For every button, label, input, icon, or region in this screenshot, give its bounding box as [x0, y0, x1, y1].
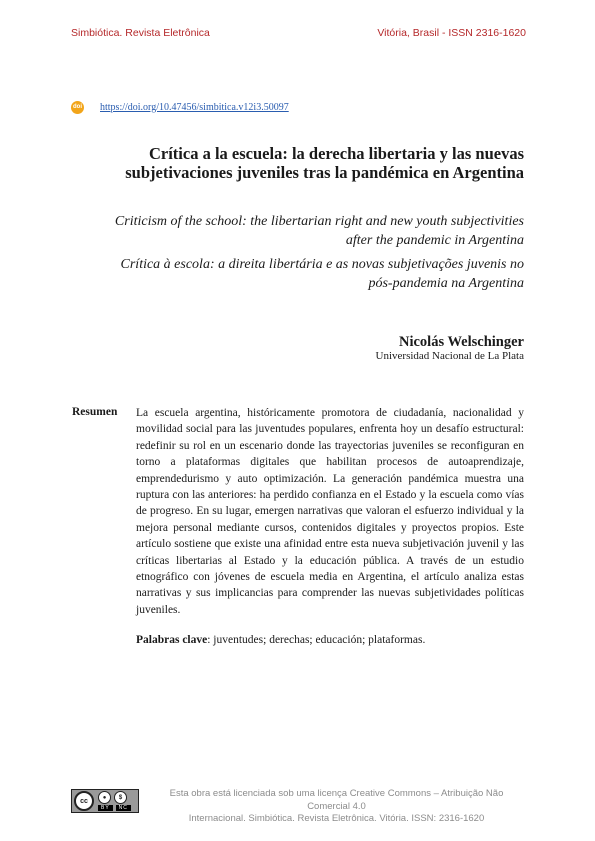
author-affiliation: Universidad Nacional de La Plata	[375, 350, 524, 362]
doi-row	[71, 99, 289, 115]
keywords-label: Palabras clave	[136, 634, 208, 646]
article-title: Crítica a la escuela: la derecha libertaria y las nuevas subjetivaciones juveniles tras la pandémica en Argentina	[125, 144, 524, 182]
license-footer	[71, 788, 526, 824]
by-label: BY	[98, 805, 113, 811]
doi-icon: doi	[71, 101, 84, 114]
license-line-1: Esta obra está licenciada sob uma licença Creative Commons – Atribuição Não Comercial 4.0	[169, 788, 504, 812]
non-commercial-icon: $	[114, 791, 127, 804]
license-text	[147, 788, 526, 826]
abstract-label: Resumen	[72, 406, 118, 418]
attribution-icon: ●	[98, 791, 111, 804]
keywords	[136, 634, 524, 646]
abstract-text: La escuela argentina, históricamente promotora de ciudadanía, nacionalidad y movilidad social para las juventudes populares, enfrenta hoy un desafío estructural: redefinir su rol en un escenario donde las trayectorias juveniles se reconfiguran en torno a plataformas digitales que habilitan procesos de autoaprendizaje, emprendedurismo y auto optimización. La generación pandémica muestra una ruptura con las anteriores: ha perdido confianza en el Estado y la escuela como vías de progreso. En su lugar, emergen narrativas que valoran el esfuerzo individual y la mejora personal mediante cursos, contenidos digitales y proyectos propios. Este artículo sostiene que existe una afinidad entre esta nueva subjetivación juvenil y las críticas libertarias al Estado y la educación pública. A través de un estudio etnográfico con jóvenes de escuela media en Argentina, el artículo analiza estas narrativas y sus implicancias para comprender las nuevas subjetividades políticas juveniles.	[136, 407, 524, 616]
cc-circle-icon: cc	[74, 791, 94, 811]
doi-link[interactable]: https://doi.org/10.47456/simbitica.v12i3.50097	[100, 101, 289, 113]
journal-name: Simbiótica. Revista Eletrônica	[71, 27, 210, 39]
article-title-english: Criticism of the school: the libertarian right and new youth subjectivities after the pandemic in Argentina	[114, 214, 524, 248]
nc-label: NC	[116, 805, 131, 811]
author-name: Nicolás Welschinger	[399, 334, 524, 350]
article-title-portuguese: Crítica à escola: a direita libertária e as novas subjetivações juvenis no pós-pandemia na Argentina	[120, 257, 524, 291]
keywords-list: : juventudes; derechas; educación; plataformas.	[207, 634, 426, 646]
license-line-2: Internacional. Simbiótica. Revista Eletrônica. Vitória. ISSN: 2316-1620	[188, 813, 485, 824]
running-header	[71, 27, 526, 41]
journal-location-issn: Vitória, Brasil - ISSN 2316-1620	[377, 27, 526, 39]
cc-badges	[98, 791, 131, 811]
creative-commons-by-nc-icon[interactable]	[71, 789, 139, 813]
